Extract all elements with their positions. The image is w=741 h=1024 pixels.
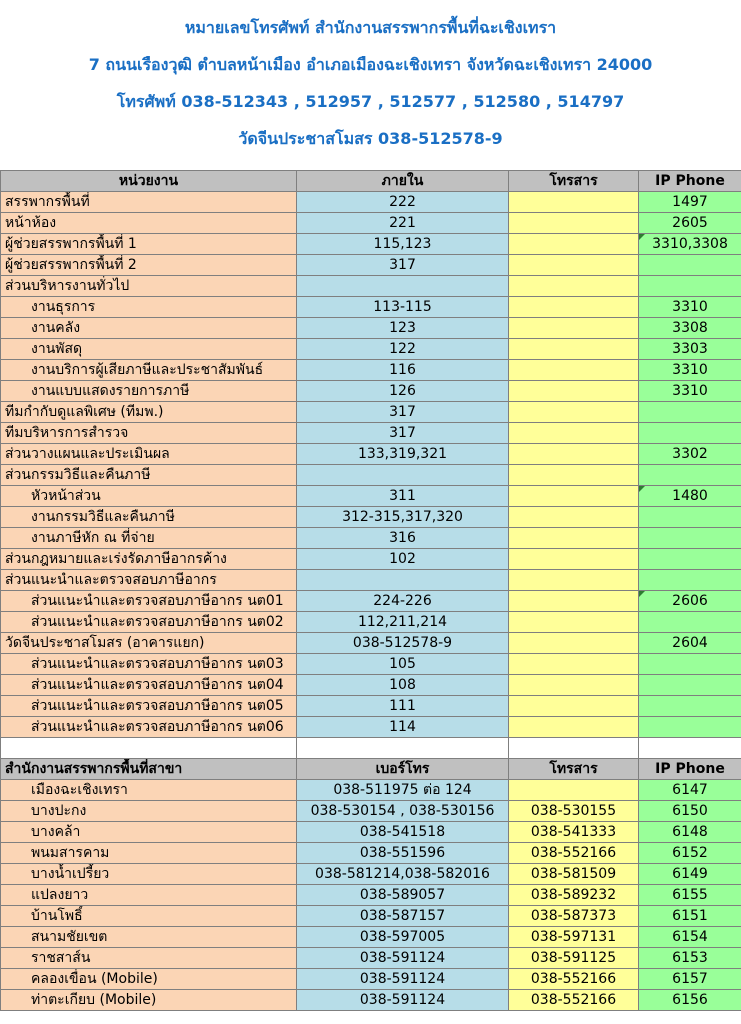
internal-ext-cell: 221 [297,213,509,234]
branch-phone-cell: 038-591124 [297,948,509,969]
table-row [1,360,741,381]
ip-phone-cell: 3310 [639,297,741,318]
unit-name-cell: ส่วนแนะนำและตรวจสอบภาษีอากร [1,570,297,591]
ip-phone-cell: 1497 [639,192,741,213]
fax-cell [509,675,639,696]
branch-header-row [1,759,741,780]
fax-cell [509,297,639,318]
branch-fax-cell: 038-591125 [509,948,639,969]
ip-phone-cell [639,465,741,486]
unit-name-cell: ผู้ช่วยสรรพากรพื้นที่ 1 [1,234,297,255]
fax-cell [509,717,639,738]
fax-cell [509,444,639,465]
unit-name-cell: งานพัสดุ [1,339,297,360]
branch-fax-cell: 038-552166 [509,969,639,990]
table-row [1,780,741,801]
branch-ip-phone-cell: 6151 [639,906,741,927]
branch-name-cell: ราชสาส์น [1,948,297,969]
unit-name-cell: หัวหน้าส่วน [1,486,297,507]
ip-phone-cell [639,549,741,570]
table-row [1,717,741,738]
table-row [1,612,741,633]
table-row [1,969,741,990]
table-row [1,318,741,339]
branch-fax-cell: 038-587373 [509,906,639,927]
internal-ext-cell: 115,123 [297,234,509,255]
fax-cell [509,423,639,444]
fax-cell [509,276,639,297]
unit-name-cell: งานแบบแสดงรายการภาษี [1,381,297,402]
fax-cell [509,381,639,402]
unit-name-cell: ทีมบริหารการสำรวจ [1,423,297,444]
table-row [1,213,741,234]
col-header-branch: สำนักงานสรรพากรพื้นที่สาขา [1,759,297,780]
branch-ip-phone-cell: 6155 [639,885,741,906]
table-row [1,549,741,570]
unit-name-cell: ส่วนวางแผนและประเมินผล [1,444,297,465]
table-row [1,927,741,948]
table-row [1,948,741,969]
table-row [1,591,741,612]
unit-name-cell: วัดจีนประชาสโมสร (อาคารแยก) [1,633,297,654]
internal-ext-cell: 317 [297,255,509,276]
internal-ext-cell: 113-115 [297,297,509,318]
internal-ext-cell [297,276,509,297]
unit-name-cell: งานภาษีหัก ณ ที่จ่าย [1,528,297,549]
fax-cell [509,654,639,675]
internal-ext-cell: 317 [297,423,509,444]
unit-name-cell: ส่วนกฎหมายและเร่งรัดภาษีอากรค้าง [1,549,297,570]
branch-fax-cell: 038-581509 [509,864,639,885]
fax-cell [509,486,639,507]
table-row [1,675,741,696]
branch-fax-cell: 038-552166 [509,843,639,864]
branch-ip-phone-cell: 6152 [639,843,741,864]
branch-name-cell: บ้านโพธิ์ [1,906,297,927]
table-row [1,276,741,297]
table-row [1,906,741,927]
office-phones: โทรศัพท์ 038-512343 , 512957 , 512577 , 512580 , 514797 [116,92,625,111]
internal-ext-cell: 038-512578-9 [297,633,509,654]
branch-name-cell: เมืองฉะเชิงเทรา [1,780,297,801]
branch-fax-cell: 038-530155 [509,801,639,822]
ip-phone-cell [639,276,741,297]
internal-ext-cell: 133,319,321 [297,444,509,465]
branch-fax-cell: 038-552166 [509,990,639,1011]
fax-cell [509,318,639,339]
internal-ext-cell: 312-315,317,320 [297,507,509,528]
ip-phone-cell [639,402,741,423]
office-address: 7 ถนนเรืองวุฒิ ตำบลหน้าเมือง อำเภอเมืองฉะเชิงเทรา จังหวัดฉะเชิงเทรา 24000 [88,55,653,74]
branch-name-cell: แปลงยาว [1,885,297,906]
unit-name-cell: หน้าห้อง [1,213,297,234]
unit-name-cell: ส่วนแนะนำและตรวจสอบภาษีอากร นต05 [1,696,297,717]
table-row [1,864,741,885]
unit-name-cell: ทีมกำกับดูแลพิเศษ (ทีมพ.) [1,402,297,423]
fax-cell [509,213,639,234]
unit-name-cell: งานบริการผู้เสียภาษีและประชาสัมพันธ์ [1,360,297,381]
table-row [1,843,741,864]
internal-ext-cell: 123 [297,318,509,339]
branch-phone-cell: 038-587157 [297,906,509,927]
internal-ext-cell: 114 [297,717,509,738]
branch-fax-cell: 038-597131 [509,927,639,948]
table-row [1,402,741,423]
fax-cell [509,234,639,255]
col-header-branch-fax: โทรสาร [509,759,639,780]
branch-fax-cell [509,780,639,801]
fax-cell [509,549,639,570]
unit-name-cell: ผู้ช่วยสรรพากรพื้นที่ 2 [1,255,297,276]
table-row [1,381,741,402]
table-row [1,570,741,591]
ip-phone-cell: 3310,3308 [639,234,741,255]
branch-name-cell: ท่าตะเกียบ (Mobile) [1,990,297,1011]
internal-ext-cell: 112,211,214 [297,612,509,633]
internal-ext-cell: 116 [297,360,509,381]
table-row [1,486,741,507]
branch-ip-phone-cell: 6147 [639,780,741,801]
ip-phone-cell [639,528,741,549]
internal-ext-cell: 108 [297,675,509,696]
fax-cell [509,465,639,486]
branch-fax-cell: 038-589232 [509,885,639,906]
table-gap-row [1,738,741,759]
internal-ext-cell [297,570,509,591]
unit-name-cell: สรรพากรพื้นที่ [1,192,297,213]
unit-name-cell: ส่วนบริหารงานทั่วไป [1,276,297,297]
branch-name-cell: พนมสารคาม [1,843,297,864]
fax-cell [509,507,639,528]
branch-fax-cell: 038-541333 [509,822,639,843]
page-title: หมายเลขโทรศัพท์ สำนักงานสรรพากรพื้นที่ฉะเชิงเทรา [184,18,557,37]
table-row [1,654,741,675]
internal-ext-cell: 102 [297,549,509,570]
internal-ext-cell: 105 [297,654,509,675]
unit-name-cell: งานกรรมวิธีและคืนภาษี [1,507,297,528]
table-row [1,885,741,906]
ip-phone-cell [639,654,741,675]
table-row [1,822,741,843]
ip-phone-cell [639,507,741,528]
table-row [1,192,741,213]
fax-cell [509,192,639,213]
internal-ext-cell: 224-226 [297,591,509,612]
phone-table [0,170,741,1011]
unit-name-cell: ส่วนแนะนำและตรวจสอบภาษีอากร นต02 [1,612,297,633]
internal-ext-cell: 126 [297,381,509,402]
branch-name-cell: บางคล้า [1,822,297,843]
table-row [1,528,741,549]
unit-name-cell: งานคลัง [1,318,297,339]
table-row [1,990,741,1011]
branch-name-cell: บางน้ำเปรี้ยว [1,864,297,885]
branch-ip-phone-cell: 6148 [639,822,741,843]
fax-cell [509,570,639,591]
ip-phone-cell [639,717,741,738]
branch-name-cell: สนามชัยเขต [1,927,297,948]
ip-phone-cell [639,570,741,591]
ip-phone-cell [639,612,741,633]
page-header [0,0,741,170]
col-header-unit: หน่วยงาน [1,171,297,192]
table-header-row [1,171,741,192]
fax-cell [509,633,639,654]
branch-name-cell: คลองเขื่อน (Mobile) [1,969,297,990]
unit-name-cell: งานธุรการ [1,297,297,318]
ip-phone-cell: 1480 [639,486,741,507]
branch-ip-phone-cell: 6150 [639,801,741,822]
col-header-branch-ip-phone: IP Phone [639,759,741,780]
table-row [1,339,741,360]
table-row [1,633,741,654]
internal-ext-cell: 311 [297,486,509,507]
table-row [1,255,741,276]
fax-cell [509,339,639,360]
branch-phone-cell: 038-591124 [297,990,509,1011]
fax-cell [509,402,639,423]
internal-ext-cell: 317 [297,402,509,423]
branch-phone-cell: 038-589057 [297,885,509,906]
col-header-fax: โทรสาร [509,171,639,192]
branch-ip-phone-cell: 6149 [639,864,741,885]
table-row [1,297,741,318]
ip-phone-cell [639,675,741,696]
fax-cell [509,612,639,633]
internal-ext-cell [297,465,509,486]
branch-ip-phone-cell: 6153 [639,948,741,969]
ip-phone-cell: 3310 [639,360,741,381]
branch-phone-cell: 038-511975 ต่อ 124 [297,780,509,801]
table-row [1,801,741,822]
temple-phone: วัดจีนประชาสโมสร 038-512578-9 [238,129,503,148]
branch-phone-cell: 038-551596 [297,843,509,864]
unit-name-cell: ส่วนแนะนำและตรวจสอบภาษีอากร นต04 [1,675,297,696]
ip-phone-cell: 2606 [639,591,741,612]
ip-phone-cell: 3308 [639,318,741,339]
ip-phone-cell: 2605 [639,213,741,234]
fax-cell [509,360,639,381]
ip-phone-cell: 3310 [639,381,741,402]
branch-phone-cell: 038-581214,038-582016 [297,864,509,885]
col-header-phone: เบอร์โทร [297,759,509,780]
fax-cell [509,591,639,612]
internal-ext-cell: 222 [297,192,509,213]
col-header-ip-phone: IP Phone [639,171,741,192]
branch-phone-cell: 038-530154 , 038-530156 [297,801,509,822]
unit-name-cell: ส่วนแนะนำและตรวจสอบภาษีอากร นต03 [1,654,297,675]
table-row [1,696,741,717]
ip-phone-cell [639,696,741,717]
table-row [1,507,741,528]
table-row [1,423,741,444]
branch-phone-cell: 038-597005 [297,927,509,948]
unit-name-cell: ส่วนแนะนำและตรวจสอบภาษีอากร นต06 [1,717,297,738]
branch-phone-cell: 038-541518 [297,822,509,843]
ip-phone-cell [639,255,741,276]
branch-name-cell: บางปะกง [1,801,297,822]
branch-ip-phone-cell: 6156 [639,990,741,1011]
fax-cell [509,528,639,549]
table-row [1,234,741,255]
fax-cell [509,255,639,276]
branch-ip-phone-cell: 6157 [639,969,741,990]
fax-cell [509,696,639,717]
col-header-internal: ภายใน [297,171,509,192]
table-row [1,444,741,465]
table-row [1,465,741,486]
branch-phone-cell: 038-591124 [297,969,509,990]
internal-ext-cell: 122 [297,339,509,360]
ip-phone-cell: 3303 [639,339,741,360]
branch-ip-phone-cell: 6154 [639,927,741,948]
unit-name-cell: ส่วนกรรมวิธีและคืนภาษี [1,465,297,486]
ip-phone-cell [639,423,741,444]
ip-phone-cell: 3302 [639,444,741,465]
unit-name-cell: ส่วนแนะนำและตรวจสอบภาษีอากร นต01 [1,591,297,612]
ip-phone-cell: 2604 [639,633,741,654]
internal-ext-cell: 111 [297,696,509,717]
internal-ext-cell: 316 [297,528,509,549]
